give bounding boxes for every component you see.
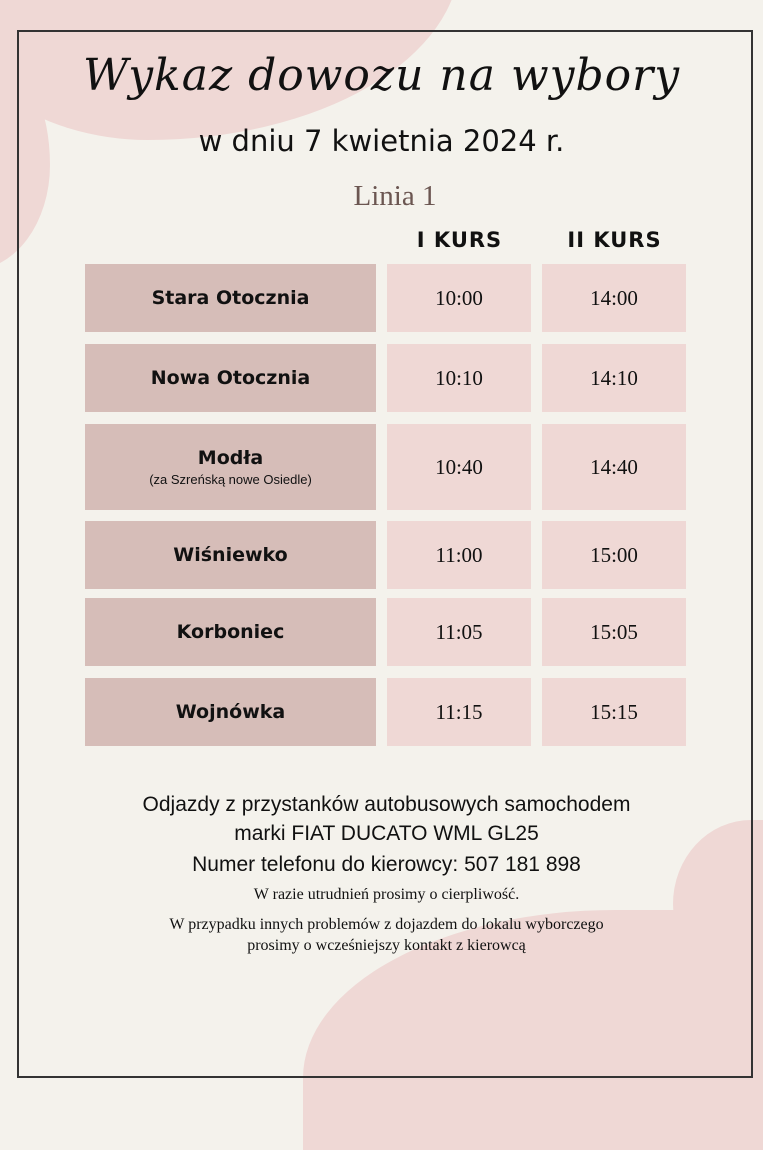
column-header-second-run: II KURS (567, 228, 662, 252)
table-row-stop (85, 521, 376, 589)
table-row-stop (85, 264, 376, 332)
time-cell-first-run: 10:10 (387, 344, 531, 412)
time-cell-second-run: 14:00 (542, 264, 686, 332)
table-row-stop (85, 344, 376, 412)
table-row-stop (85, 424, 376, 510)
stop-name: Modła (197, 447, 264, 469)
stop-name: Wiśniewko (173, 544, 288, 566)
time-cell-second-run: 15:15 (542, 678, 686, 746)
line-label: Linia 1 (353, 180, 437, 212)
table-row-stop (85, 678, 376, 746)
stop-note: (za Szreńską nowe Osiedle) (149, 472, 312, 487)
time-cell-second-run: 14:10 (542, 344, 686, 412)
stop-name: Nowa Otocznia (150, 367, 311, 389)
date-subtitle: w dniu 7 kwietnia 2024 r. (198, 124, 565, 158)
footer-contact-note-line2: prosimy o wcześniejszy kontakt z kierowcą (247, 937, 526, 954)
column-header-first-run: I KURS (416, 228, 503, 252)
footer-driver-phone: Numer telefonu do kierowcy: 507 181 898 (192, 853, 581, 876)
table-row-stop (85, 598, 376, 666)
stop-name: Wojnówka (175, 701, 286, 723)
footer-vehicle-info: marki FIAT DUCATO WML GL25 (234, 822, 539, 845)
footer-contact-note-line1: W przypadku innych problemów z dojazdem do lokalu wyborczego (169, 916, 604, 933)
page-title: Wykaz dowozu na wybory (82, 50, 681, 101)
time-cell-second-run: 15:00 (542, 521, 686, 589)
time-cell-first-run: 11:15 (387, 678, 531, 746)
time-cell-first-run: 11:00 (387, 521, 531, 589)
footer-departure-info: Odjazdy z przystanków autobusowych samochodem (142, 793, 631, 816)
time-cell-second-run: 14:40 (542, 424, 686, 510)
time-cell-first-run: 11:05 (387, 598, 531, 666)
time-cell-first-run: 10:00 (387, 264, 531, 332)
stop-name: Stara Otocznia (151, 287, 310, 309)
time-cell-second-run: 15:05 (542, 598, 686, 666)
time-cell-first-run: 10:40 (387, 424, 531, 510)
stop-name: Korboniec (176, 621, 285, 643)
footer-patience-note: W razie utrudnień prosimy o cierpliwość. (253, 886, 520, 903)
